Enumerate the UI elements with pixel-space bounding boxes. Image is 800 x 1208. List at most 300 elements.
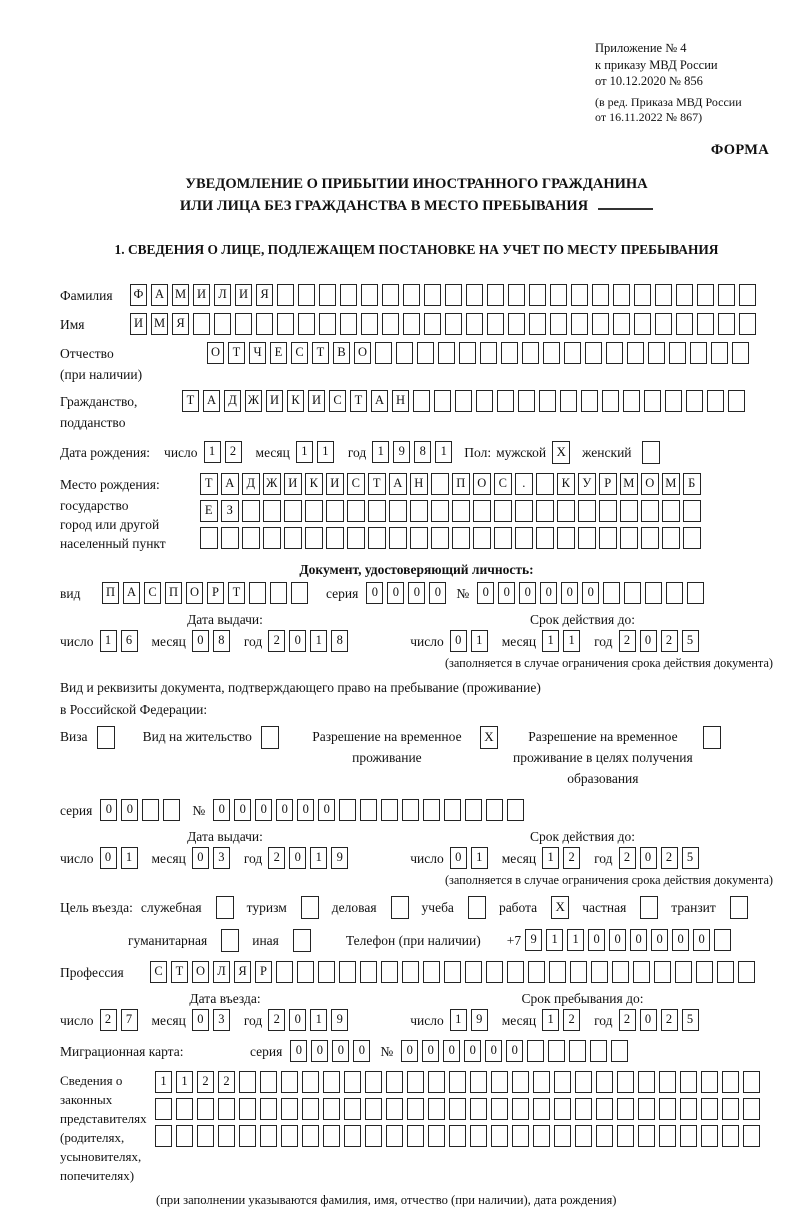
form-cell[interactable] bbox=[612, 961, 629, 983]
form-cell[interactable] bbox=[487, 313, 504, 335]
form-cell[interactable]: 1 bbox=[542, 1009, 559, 1031]
form-cell[interactable] bbox=[602, 390, 619, 412]
form-cell[interactable] bbox=[319, 313, 336, 335]
form-cell[interactable] bbox=[302, 1125, 319, 1147]
form-cell[interactable] bbox=[491, 1125, 508, 1147]
form-cell[interactable] bbox=[260, 1125, 277, 1147]
form-cell[interactable]: 9 bbox=[471, 1009, 488, 1031]
form-cell[interactable] bbox=[585, 342, 602, 364]
form-cell[interactable]: О bbox=[186, 582, 203, 604]
form-cell[interactable] bbox=[389, 527, 407, 549]
form-cell[interactable] bbox=[728, 390, 745, 412]
form-cell[interactable] bbox=[466, 313, 483, 335]
form-cell[interactable] bbox=[690, 342, 707, 364]
form-cell[interactable] bbox=[575, 1071, 592, 1093]
form-cell[interactable] bbox=[284, 527, 302, 549]
form-cell[interactable] bbox=[396, 342, 413, 364]
form-cell[interactable] bbox=[344, 1125, 361, 1147]
form-cell[interactable] bbox=[680, 1071, 697, 1093]
form-cell[interactable]: 2 bbox=[218, 1071, 235, 1093]
form-cell[interactable] bbox=[497, 390, 514, 412]
form-cell[interactable] bbox=[444, 799, 461, 821]
form-cell[interactable]: 2 bbox=[225, 441, 242, 463]
form-cell[interactable]: 2 bbox=[268, 1009, 285, 1031]
form-cell[interactable] bbox=[743, 1071, 760, 1093]
purpose-private-checkbox[interactable] bbox=[640, 896, 658, 919]
form-cell[interactable]: М bbox=[151, 313, 168, 335]
form-cell[interactable] bbox=[533, 1125, 550, 1147]
form-cell[interactable] bbox=[344, 1098, 361, 1120]
form-cell[interactable] bbox=[732, 342, 749, 364]
form-cell[interactable] bbox=[676, 284, 693, 306]
form-cell[interactable]: Е bbox=[200, 500, 218, 522]
form-cell[interactable] bbox=[360, 961, 377, 983]
form-cell[interactable] bbox=[718, 313, 735, 335]
purpose-transit-checkbox[interactable] bbox=[730, 896, 748, 919]
form-cell[interactable] bbox=[634, 313, 651, 335]
form-cell[interactable] bbox=[413, 390, 430, 412]
form-cell[interactable] bbox=[407, 1125, 424, 1147]
form-cell[interactable] bbox=[465, 799, 482, 821]
form-cell[interactable] bbox=[323, 1098, 340, 1120]
form-cell[interactable] bbox=[360, 799, 377, 821]
form-cell[interactable]: С bbox=[347, 473, 365, 495]
form-cell[interactable]: Я bbox=[256, 284, 273, 306]
form-cell[interactable]: 7 bbox=[121, 1009, 138, 1031]
form-cell[interactable]: 1 bbox=[204, 441, 221, 463]
form-cell[interactable] bbox=[560, 390, 577, 412]
form-cell[interactable]: Я bbox=[172, 313, 189, 335]
form-cell[interactable] bbox=[697, 284, 714, 306]
form-cell[interactable] bbox=[365, 1071, 382, 1093]
form-cell[interactable] bbox=[176, 1098, 193, 1120]
form-cell[interactable] bbox=[596, 1125, 613, 1147]
form-cell[interactable]: Т bbox=[368, 473, 386, 495]
sex-female-checkbox[interactable] bbox=[642, 441, 660, 464]
form-cell[interactable]: 0 bbox=[121, 799, 138, 821]
form-cell[interactable] bbox=[423, 799, 440, 821]
form-cell[interactable]: Т bbox=[228, 342, 245, 364]
form-cell[interactable] bbox=[675, 961, 692, 983]
form-cell[interactable] bbox=[623, 390, 640, 412]
form-cell[interactable]: А bbox=[371, 390, 388, 412]
form-cell[interactable] bbox=[701, 1098, 718, 1120]
form-cell[interactable] bbox=[683, 527, 701, 549]
form-cell[interactable]: 0 bbox=[540, 582, 557, 604]
form-cell[interactable] bbox=[627, 342, 644, 364]
form-cell[interactable]: 0 bbox=[289, 847, 306, 869]
form-cell[interactable] bbox=[654, 961, 671, 983]
form-cell[interactable]: 0 bbox=[213, 799, 230, 821]
form-cell[interactable] bbox=[239, 1071, 256, 1093]
form-cell[interactable] bbox=[592, 313, 609, 335]
form-cell[interactable] bbox=[249, 582, 266, 604]
form-cell[interactable]: Т bbox=[200, 473, 218, 495]
form-cell[interactable] bbox=[645, 582, 662, 604]
form-cell[interactable] bbox=[494, 527, 512, 549]
form-cell[interactable]: 0 bbox=[443, 1040, 460, 1062]
form-cell[interactable] bbox=[305, 527, 323, 549]
form-cell[interactable] bbox=[452, 500, 470, 522]
form-cell[interactable] bbox=[193, 313, 210, 335]
form-cell[interactable]: И bbox=[235, 284, 252, 306]
form-cell[interactable] bbox=[550, 313, 567, 335]
form-cell[interactable] bbox=[641, 527, 659, 549]
form-cell[interactable]: О bbox=[192, 961, 209, 983]
form-cell[interactable] bbox=[323, 1071, 340, 1093]
form-cell[interactable] bbox=[696, 961, 713, 983]
form-cell[interactable] bbox=[655, 284, 672, 306]
form-cell[interactable]: А bbox=[203, 390, 220, 412]
form-cell[interactable] bbox=[581, 390, 598, 412]
form-cell[interactable] bbox=[466, 284, 483, 306]
form-cell[interactable] bbox=[665, 390, 682, 412]
form-cell[interactable]: З bbox=[221, 500, 239, 522]
form-cell[interactable] bbox=[701, 1125, 718, 1147]
form-cell[interactable]: 0 bbox=[506, 1040, 523, 1062]
form-cell[interactable]: 1 bbox=[310, 847, 327, 869]
form-cell[interactable] bbox=[487, 284, 504, 306]
form-cell[interactable]: 0 bbox=[450, 847, 467, 869]
form-cell[interactable] bbox=[599, 500, 617, 522]
form-cell[interactable]: 2 bbox=[563, 847, 580, 869]
form-cell[interactable] bbox=[410, 500, 428, 522]
form-cell[interactable]: 2 bbox=[197, 1071, 214, 1093]
form-cell[interactable] bbox=[575, 1098, 592, 1120]
form-cell[interactable] bbox=[449, 1125, 466, 1147]
form-cell[interactable]: 8 bbox=[414, 441, 431, 463]
form-cell[interactable] bbox=[638, 1071, 655, 1093]
form-cell[interactable]: М bbox=[172, 284, 189, 306]
form-cell[interactable] bbox=[375, 342, 392, 364]
form-cell[interactable] bbox=[697, 313, 714, 335]
form-cell[interactable] bbox=[554, 1071, 571, 1093]
form-cell[interactable] bbox=[662, 500, 680, 522]
form-cell[interactable] bbox=[617, 1125, 634, 1147]
form-cell[interactable] bbox=[569, 1040, 586, 1062]
form-cell[interactable]: 6 bbox=[121, 630, 138, 652]
form-cell[interactable] bbox=[543, 342, 560, 364]
form-cell[interactable] bbox=[680, 1098, 697, 1120]
form-cell[interactable] bbox=[297, 961, 314, 983]
form-cell[interactable] bbox=[428, 1125, 445, 1147]
form-cell[interactable] bbox=[596, 1071, 613, 1093]
form-cell[interactable] bbox=[648, 342, 665, 364]
form-cell[interactable] bbox=[239, 1125, 256, 1147]
form-cell[interactable] bbox=[402, 799, 419, 821]
form-cell[interactable]: 1 bbox=[546, 929, 563, 951]
form-cell[interactable] bbox=[302, 1098, 319, 1120]
form-cell[interactable] bbox=[644, 390, 661, 412]
form-cell[interactable] bbox=[613, 313, 630, 335]
form-cell[interactable] bbox=[260, 1071, 277, 1093]
form-cell[interactable] bbox=[578, 527, 596, 549]
form-cell[interactable] bbox=[326, 527, 344, 549]
purpose-other-checkbox[interactable] bbox=[293, 929, 311, 952]
form-cell[interactable] bbox=[424, 313, 441, 335]
form-cell[interactable] bbox=[465, 961, 482, 983]
form-cell[interactable] bbox=[707, 390, 724, 412]
form-cell[interactable] bbox=[624, 582, 641, 604]
form-cell[interactable] bbox=[276, 961, 293, 983]
form-cell[interactable]: . bbox=[515, 473, 533, 495]
form-cell[interactable] bbox=[486, 961, 503, 983]
form-cell[interactable] bbox=[617, 1098, 634, 1120]
form-cell[interactable]: 1 bbox=[567, 929, 584, 951]
form-cell[interactable] bbox=[438, 342, 455, 364]
form-cell[interactable]: С bbox=[150, 961, 167, 983]
form-cell[interactable] bbox=[507, 961, 524, 983]
form-cell[interactable] bbox=[617, 1071, 634, 1093]
form-cell[interactable] bbox=[218, 1098, 235, 1120]
form-cell[interactable] bbox=[564, 342, 581, 364]
form-cell[interactable] bbox=[428, 1098, 445, 1120]
form-cell[interactable] bbox=[590, 1040, 607, 1062]
form-cell[interactable] bbox=[318, 961, 335, 983]
form-cell[interactable]: 0 bbox=[651, 929, 668, 951]
form-cell[interactable]: 3 bbox=[213, 847, 230, 869]
form-cell[interactable] bbox=[711, 342, 728, 364]
form-cell[interactable]: 0 bbox=[672, 929, 689, 951]
form-cell[interactable] bbox=[242, 500, 260, 522]
form-cell[interactable]: Т bbox=[350, 390, 367, 412]
temporary-residence-education-checkbox[interactable] bbox=[703, 726, 721, 749]
form-cell[interactable]: С bbox=[144, 582, 161, 604]
form-cell[interactable]: Ж bbox=[263, 473, 281, 495]
form-cell[interactable]: 0 bbox=[640, 847, 657, 869]
form-cell[interactable] bbox=[445, 313, 462, 335]
form-cell[interactable]: 1 bbox=[100, 630, 117, 652]
form-cell[interactable]: М bbox=[620, 473, 638, 495]
form-cell[interactable]: А bbox=[221, 473, 239, 495]
form-cell[interactable] bbox=[368, 527, 386, 549]
form-cell[interactable] bbox=[603, 582, 620, 604]
form-cell[interactable] bbox=[386, 1071, 403, 1093]
form-cell[interactable]: 2 bbox=[661, 1009, 678, 1031]
form-cell[interactable]: 0 bbox=[332, 1040, 349, 1062]
form-cell[interactable] bbox=[599, 527, 617, 549]
form-cell[interactable] bbox=[596, 1098, 613, 1120]
form-cell[interactable] bbox=[270, 582, 287, 604]
form-cell[interactable] bbox=[361, 313, 378, 335]
form-cell[interactable]: 9 bbox=[393, 441, 410, 463]
form-cell[interactable]: Н bbox=[410, 473, 428, 495]
form-cell[interactable] bbox=[554, 1125, 571, 1147]
form-cell[interactable] bbox=[550, 284, 567, 306]
form-cell[interactable] bbox=[515, 527, 533, 549]
form-cell[interactable]: 0 bbox=[588, 929, 605, 951]
form-cell[interactable]: Н bbox=[392, 390, 409, 412]
form-cell[interactable] bbox=[403, 313, 420, 335]
form-cell[interactable] bbox=[592, 284, 609, 306]
form-cell[interactable] bbox=[529, 313, 546, 335]
form-cell[interactable]: У bbox=[578, 473, 596, 495]
form-cell[interactable] bbox=[277, 284, 294, 306]
form-cell[interactable] bbox=[323, 1125, 340, 1147]
form-cell[interactable]: А bbox=[123, 582, 140, 604]
form-cell[interactable] bbox=[549, 961, 566, 983]
form-cell[interactable] bbox=[638, 1125, 655, 1147]
form-cell[interactable]: К bbox=[287, 390, 304, 412]
form-cell[interactable] bbox=[714, 929, 731, 951]
form-cell[interactable] bbox=[613, 284, 630, 306]
form-cell[interactable] bbox=[536, 527, 554, 549]
form-cell[interactable] bbox=[743, 1125, 760, 1147]
form-cell[interactable]: 8 bbox=[331, 630, 348, 652]
form-cell[interactable]: И bbox=[326, 473, 344, 495]
form-cell[interactable] bbox=[281, 1071, 298, 1093]
form-cell[interactable]: М bbox=[662, 473, 680, 495]
form-cell[interactable] bbox=[281, 1125, 298, 1147]
form-cell[interactable]: Л bbox=[213, 961, 230, 983]
form-cell[interactable]: К bbox=[557, 473, 575, 495]
form-cell[interactable] bbox=[683, 500, 701, 522]
form-cell[interactable] bbox=[431, 527, 449, 549]
form-cell[interactable] bbox=[291, 582, 308, 604]
form-cell[interactable] bbox=[339, 961, 356, 983]
form-cell[interactable] bbox=[417, 342, 434, 364]
form-cell[interactable]: Т bbox=[312, 342, 329, 364]
form-cell[interactable] bbox=[298, 313, 315, 335]
form-cell[interactable] bbox=[529, 284, 546, 306]
form-cell[interactable] bbox=[722, 1098, 739, 1120]
form-cell[interactable] bbox=[491, 1071, 508, 1093]
form-cell[interactable] bbox=[368, 500, 386, 522]
form-cell[interactable]: 1 bbox=[450, 1009, 467, 1031]
form-cell[interactable] bbox=[407, 1098, 424, 1120]
form-cell[interactable]: 0 bbox=[485, 1040, 502, 1062]
form-cell[interactable] bbox=[389, 500, 407, 522]
form-cell[interactable]: 1 bbox=[296, 441, 313, 463]
form-cell[interactable] bbox=[491, 1098, 508, 1120]
form-cell[interactable]: 0 bbox=[100, 799, 117, 821]
form-cell[interactable]: И bbox=[193, 284, 210, 306]
form-cell[interactable] bbox=[638, 1098, 655, 1120]
form-cell[interactable] bbox=[365, 1125, 382, 1147]
form-cell[interactable] bbox=[528, 961, 545, 983]
form-cell[interactable] bbox=[738, 961, 755, 983]
form-cell[interactable] bbox=[381, 961, 398, 983]
form-cell[interactable] bbox=[470, 1098, 487, 1120]
form-cell[interactable] bbox=[676, 313, 693, 335]
form-cell[interactable]: 5 bbox=[682, 630, 699, 652]
form-cell[interactable]: О bbox=[354, 342, 371, 364]
form-cell[interactable] bbox=[570, 961, 587, 983]
form-cell[interactable] bbox=[235, 313, 252, 335]
form-cell[interactable] bbox=[486, 799, 503, 821]
form-cell[interactable] bbox=[403, 284, 420, 306]
form-cell[interactable] bbox=[701, 1071, 718, 1093]
form-cell[interactable]: 1 bbox=[471, 630, 488, 652]
form-cell[interactable]: О bbox=[473, 473, 491, 495]
form-cell[interactable]: Ч bbox=[249, 342, 266, 364]
form-cell[interactable] bbox=[339, 799, 356, 821]
form-cell[interactable] bbox=[402, 961, 419, 983]
form-cell[interactable]: 1 bbox=[435, 441, 452, 463]
form-cell[interactable]: 1 bbox=[310, 1009, 327, 1031]
form-cell[interactable]: 0 bbox=[640, 1009, 657, 1031]
form-cell[interactable]: 0 bbox=[640, 630, 657, 652]
form-cell[interactable] bbox=[298, 284, 315, 306]
form-cell[interactable] bbox=[256, 313, 273, 335]
form-cell[interactable]: 9 bbox=[331, 1009, 348, 1031]
form-cell[interactable]: 2 bbox=[268, 630, 285, 652]
form-cell[interactable]: 0 bbox=[630, 929, 647, 951]
form-cell[interactable]: С bbox=[291, 342, 308, 364]
form-cell[interactable]: 0 bbox=[464, 1040, 481, 1062]
form-cell[interactable] bbox=[557, 500, 575, 522]
form-cell[interactable] bbox=[536, 500, 554, 522]
form-cell[interactable] bbox=[155, 1125, 172, 1147]
form-cell[interactable]: С bbox=[494, 473, 512, 495]
form-cell[interactable] bbox=[515, 500, 533, 522]
form-cell[interactable] bbox=[743, 1098, 760, 1120]
form-cell[interactable] bbox=[533, 1098, 550, 1120]
sex-male-checkbox[interactable]: X bbox=[552, 441, 570, 464]
form-cell[interactable] bbox=[533, 1071, 550, 1093]
form-cell[interactable] bbox=[659, 1071, 676, 1093]
form-cell[interactable] bbox=[722, 1125, 739, 1147]
form-cell[interactable]: Т bbox=[171, 961, 188, 983]
form-cell[interactable]: 2 bbox=[661, 630, 678, 652]
form-cell[interactable]: 0 bbox=[693, 929, 710, 951]
form-cell[interactable]: О bbox=[641, 473, 659, 495]
form-cell[interactable]: 2 bbox=[661, 847, 678, 869]
form-cell[interactable] bbox=[470, 1071, 487, 1093]
form-cell[interactable] bbox=[611, 1040, 628, 1062]
form-cell[interactable]: 1 bbox=[372, 441, 389, 463]
form-cell[interactable]: 0 bbox=[192, 1009, 209, 1031]
form-cell[interactable] bbox=[512, 1071, 529, 1093]
form-cell[interactable] bbox=[476, 390, 493, 412]
form-cell[interactable]: И bbox=[308, 390, 325, 412]
form-cell[interactable] bbox=[571, 313, 588, 335]
form-cell[interactable]: 0 bbox=[429, 582, 446, 604]
form-cell[interactable]: 1 bbox=[121, 847, 138, 869]
form-cell[interactable] bbox=[686, 390, 703, 412]
form-cell[interactable] bbox=[428, 1071, 445, 1093]
form-cell[interactable]: 2 bbox=[268, 847, 285, 869]
form-cell[interactable] bbox=[302, 1071, 319, 1093]
form-cell[interactable] bbox=[347, 500, 365, 522]
form-cell[interactable]: Ж bbox=[245, 390, 262, 412]
form-cell[interactable] bbox=[557, 527, 575, 549]
form-cell[interactable]: 1 bbox=[471, 847, 488, 869]
form-cell[interactable]: Т bbox=[228, 582, 245, 604]
form-cell[interactable]: 0 bbox=[401, 1040, 418, 1062]
form-cell[interactable]: 0 bbox=[387, 582, 404, 604]
form-cell[interactable] bbox=[263, 527, 281, 549]
form-cell[interactable] bbox=[473, 527, 491, 549]
form-cell[interactable] bbox=[717, 961, 734, 983]
form-cell[interactable]: Д bbox=[242, 473, 260, 495]
form-cell[interactable] bbox=[382, 313, 399, 335]
form-cell[interactable]: 0 bbox=[498, 582, 515, 604]
form-cell[interactable] bbox=[260, 1098, 277, 1120]
form-cell[interactable] bbox=[239, 1098, 256, 1120]
form-cell[interactable]: Д bbox=[224, 390, 241, 412]
form-cell[interactable]: 0 bbox=[318, 799, 335, 821]
form-cell[interactable] bbox=[386, 1125, 403, 1147]
temporary-residence-checkbox[interactable]: X bbox=[480, 726, 498, 749]
form-cell[interactable]: 2 bbox=[619, 847, 636, 869]
form-cell[interactable]: В bbox=[333, 342, 350, 364]
form-cell[interactable]: И bbox=[266, 390, 283, 412]
form-cell[interactable] bbox=[382, 284, 399, 306]
form-cell[interactable] bbox=[512, 1125, 529, 1147]
form-cell[interactable]: И bbox=[130, 313, 147, 335]
form-cell[interactable] bbox=[480, 342, 497, 364]
